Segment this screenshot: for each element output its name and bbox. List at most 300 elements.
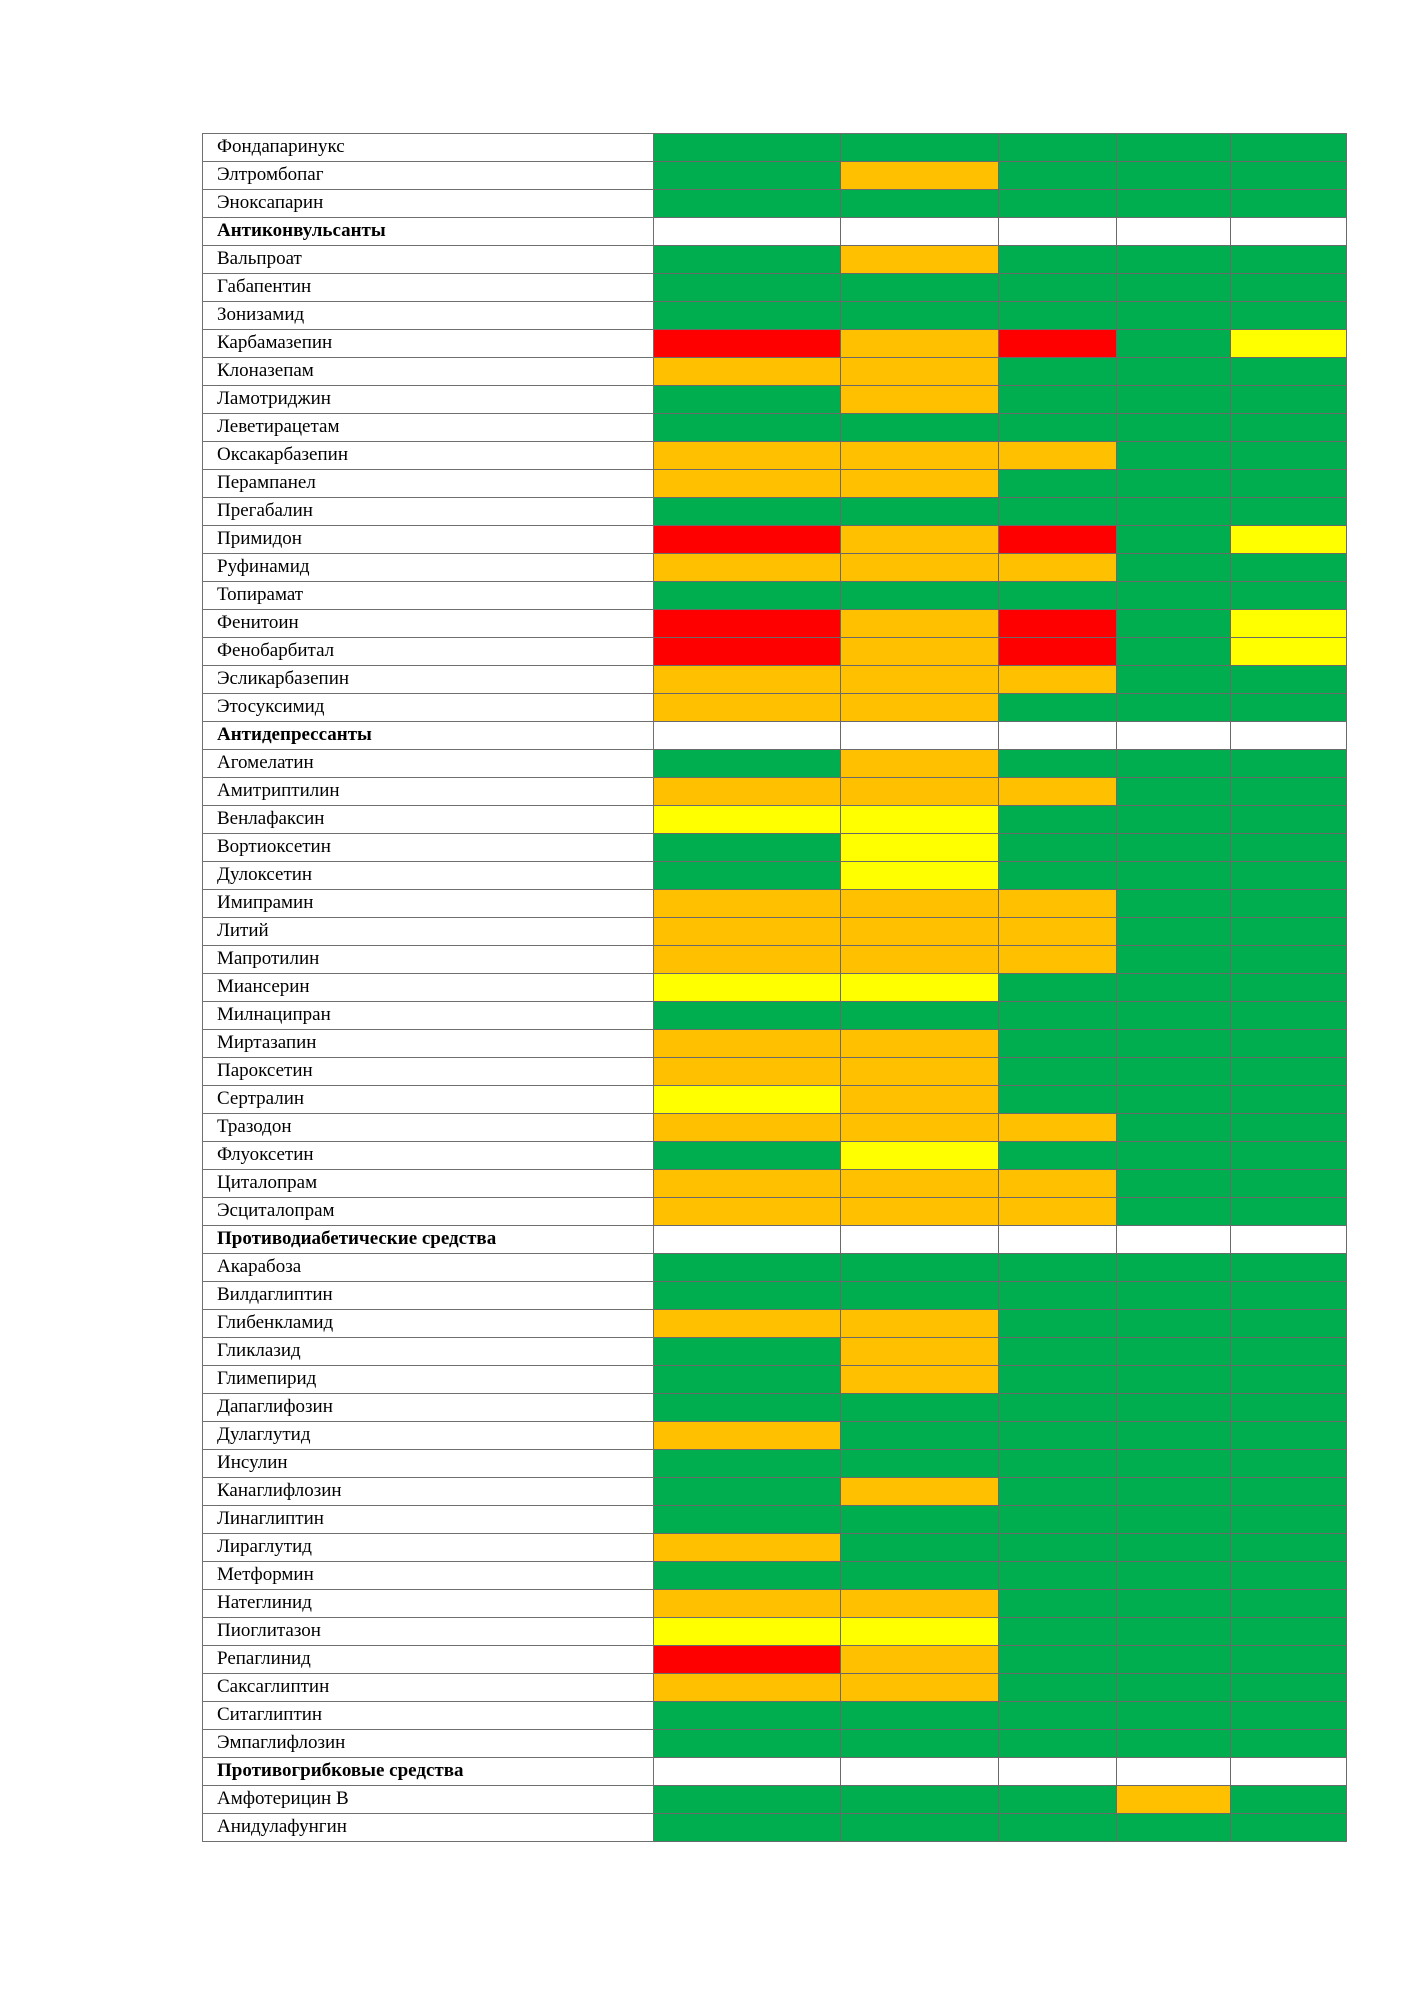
status-cell-green (654, 1702, 841, 1730)
status-cell-yellow (654, 806, 841, 834)
table-row (203, 806, 1347, 834)
status-cell-green (1231, 1422, 1347, 1450)
status-cell-white (1117, 1226, 1231, 1254)
status-cell-green (841, 1394, 999, 1422)
status-cell-orange (841, 526, 999, 554)
drug-name-cell: Пароксетин (203, 1058, 654, 1086)
status-cell-white (841, 218, 999, 246)
status-cell-green (1231, 1086, 1347, 1114)
status-cell-green (1117, 610, 1231, 638)
status-cell-green (841, 1450, 999, 1478)
status-cell-green (999, 582, 1117, 610)
status-cell-green (999, 1254, 1117, 1282)
status-cell-green (1231, 946, 1347, 974)
status-cell-green (1117, 498, 1231, 526)
status-cell-white (1231, 722, 1347, 750)
drug-name-cell: Ламотриджин (203, 386, 654, 414)
table-row (203, 134, 1347, 162)
status-cell-green (1117, 1674, 1231, 1702)
status-cell-orange (654, 1674, 841, 1702)
drug-name-cell: Элтромбопаг (203, 162, 654, 190)
status-cell-green (841, 190, 999, 218)
status-cell-orange (999, 666, 1117, 694)
status-cell-white (654, 1226, 841, 1254)
status-cell-green (1117, 1254, 1231, 1282)
status-cell-green (1117, 162, 1231, 190)
drug-name-cell: Миансерин (203, 974, 654, 1002)
status-cell-green (999, 498, 1117, 526)
drug-name-cell: Примидон (203, 526, 654, 554)
drug-name-cell: Амитриптилин (203, 778, 654, 806)
status-cell-green (1117, 582, 1231, 610)
status-cell-white (999, 1226, 1117, 1254)
status-cell-orange (654, 666, 841, 694)
status-cell-orange (999, 1170, 1117, 1198)
status-cell-orange (841, 246, 999, 274)
status-cell-green (1117, 1730, 1231, 1758)
drug-name-cell: Литий (203, 918, 654, 946)
status-cell-green (654, 1478, 841, 1506)
drug-name-cell: Фондапаринукс (203, 134, 654, 162)
status-cell-green (999, 1674, 1117, 1702)
status-cell-green (841, 1506, 999, 1534)
table-row (203, 610, 1347, 638)
drug-name-cell: Эсликарбазепин (203, 666, 654, 694)
drug-name-cell: Гликлазид (203, 1338, 654, 1366)
drug-name-cell: Миртазапин (203, 1030, 654, 1058)
status-cell-green (999, 1282, 1117, 1310)
status-cell-green (1231, 806, 1347, 834)
table-row (203, 890, 1347, 918)
status-cell-green (1231, 778, 1347, 806)
status-cell-green (1231, 974, 1347, 1002)
drug-name-cell: Ситаглиптин (203, 1702, 654, 1730)
table-row (203, 694, 1347, 722)
status-cell-yellow (1231, 610, 1347, 638)
status-cell-green (654, 834, 841, 862)
status-cell-green (999, 1730, 1117, 1758)
status-cell-orange (654, 554, 841, 582)
status-cell-green (1231, 1142, 1347, 1170)
drug-name-cell: Руфинамид (203, 554, 654, 582)
status-cell-green (654, 1254, 841, 1282)
status-cell-green (999, 1534, 1117, 1562)
status-cell-red (654, 526, 841, 554)
drug-name-cell: Леветирацетам (203, 414, 654, 442)
status-cell-green (1117, 1478, 1231, 1506)
table-row (203, 1786, 1347, 1814)
status-cell-orange (841, 666, 999, 694)
status-cell-green (1231, 1114, 1347, 1142)
status-cell-green (1117, 1814, 1231, 1842)
status-cell-orange (841, 358, 999, 386)
status-cell-green (1231, 1198, 1347, 1226)
status-cell-green (999, 1562, 1117, 1590)
drug-name-cell: Фенитоин (203, 610, 654, 638)
drug-name-cell: Мапротилин (203, 946, 654, 974)
status-cell-green (999, 1478, 1117, 1506)
status-cell-white (999, 218, 1117, 246)
status-cell-white (999, 722, 1117, 750)
drug-name-cell: Вортиоксетин (203, 834, 654, 862)
status-cell-green (654, 862, 841, 890)
status-cell-green (1231, 498, 1347, 526)
status-cell-orange (841, 470, 999, 498)
status-cell-green (999, 274, 1117, 302)
table-row (203, 1450, 1347, 1478)
drug-name-cell: Натеглинид (203, 1590, 654, 1618)
status-cell-orange (654, 1170, 841, 1198)
table-row (203, 554, 1347, 582)
status-cell-orange (841, 946, 999, 974)
status-cell-green (1117, 1394, 1231, 1422)
status-cell-orange (841, 750, 999, 778)
status-cell-green (1231, 1030, 1347, 1058)
drug-name-cell: Инсулин (203, 1450, 654, 1478)
status-cell-green (1117, 554, 1231, 582)
status-cell-green (1117, 1366, 1231, 1394)
status-cell-green (1117, 1058, 1231, 1086)
status-cell-red (654, 638, 841, 666)
table-row (203, 974, 1347, 1002)
table-row (203, 1562, 1347, 1590)
status-cell-orange (999, 554, 1117, 582)
status-cell-green (1231, 694, 1347, 722)
status-cell-white (1231, 218, 1347, 246)
status-cell-green (1231, 1002, 1347, 1030)
status-cell-orange (654, 778, 841, 806)
drug-name-cell: Фенобарбитал (203, 638, 654, 666)
status-cell-green (999, 1002, 1117, 1030)
status-cell-green (1231, 1282, 1347, 1310)
status-cell-white (1117, 722, 1231, 750)
table-row (203, 1618, 1347, 1646)
table-row (203, 1422, 1347, 1450)
status-cell-green (1231, 162, 1347, 190)
status-cell-green (1117, 190, 1231, 218)
status-cell-green (654, 1366, 841, 1394)
status-cell-green (1117, 778, 1231, 806)
status-cell-orange (841, 1086, 999, 1114)
status-cell-green (999, 470, 1117, 498)
status-cell-green (1231, 246, 1347, 274)
status-cell-white (1231, 1758, 1347, 1786)
status-cell-green (1231, 1338, 1347, 1366)
status-cell-green (1117, 1562, 1231, 1590)
table-row (203, 386, 1347, 414)
status-cell-green (1231, 554, 1347, 582)
status-cell-green (654, 162, 841, 190)
table-row (203, 442, 1347, 470)
table-row (203, 1198, 1347, 1226)
drug-name-cell: Карбамазепин (203, 330, 654, 358)
status-cell-green (999, 1646, 1117, 1674)
table-row (203, 330, 1347, 358)
status-cell-green (999, 1030, 1117, 1058)
status-cell-white (841, 722, 999, 750)
status-cell-green (1117, 1310, 1231, 1338)
table-row (203, 1170, 1347, 1198)
status-cell-green (1231, 1058, 1347, 1086)
status-cell-green (1231, 1450, 1347, 1478)
status-cell-green (654, 1506, 841, 1534)
status-cell-orange (841, 1338, 999, 1366)
status-cell-orange (999, 1114, 1117, 1142)
status-cell-green (1117, 1114, 1231, 1142)
status-cell-green (654, 1730, 841, 1758)
status-cell-red (999, 638, 1117, 666)
status-cell-green (1117, 1506, 1231, 1534)
status-cell-orange (841, 890, 999, 918)
table-row (203, 582, 1347, 610)
status-cell-yellow (841, 806, 999, 834)
status-cell-green (1231, 582, 1347, 610)
table-row (203, 1478, 1347, 1506)
status-cell-green (1231, 274, 1347, 302)
table-row (203, 1142, 1347, 1170)
table-row (203, 1282, 1347, 1310)
status-cell-green (841, 582, 999, 610)
table-row (203, 246, 1347, 274)
status-cell-green (841, 1254, 999, 1282)
drug-name-cell: Сертралин (203, 1086, 654, 1114)
drug-name-cell: Метформин (203, 1562, 654, 1590)
status-cell-green (1231, 862, 1347, 890)
status-cell-green (999, 1366, 1117, 1394)
category-header-cell: Антидепрессанты (203, 722, 654, 750)
drug-name-cell: Вальпроат (203, 246, 654, 274)
status-cell-green (1117, 470, 1231, 498)
status-cell-green (999, 162, 1117, 190)
drug-name-cell: Клоназепам (203, 358, 654, 386)
status-cell-green (1231, 890, 1347, 918)
table-row (203, 1506, 1347, 1534)
status-cell-green (1117, 1282, 1231, 1310)
status-cell-green (654, 134, 841, 162)
status-cell-orange (654, 1590, 841, 1618)
status-cell-green (1231, 1702, 1347, 1730)
status-cell-green (1231, 1786, 1347, 1814)
status-cell-white (654, 1758, 841, 1786)
drug-name-cell: Прегабалин (203, 498, 654, 526)
status-cell-green (654, 1282, 841, 1310)
status-cell-green (999, 190, 1117, 218)
status-cell-orange (841, 1170, 999, 1198)
status-cell-green (1231, 1478, 1347, 1506)
status-cell-green (654, 190, 841, 218)
status-cell-green (999, 862, 1117, 890)
status-cell-orange (841, 554, 999, 582)
drug-name-cell: Агомелатин (203, 750, 654, 778)
status-cell-green (841, 1002, 999, 1030)
table-row (203, 1254, 1347, 1282)
status-cell-green (1231, 1814, 1347, 1842)
status-cell-green (841, 498, 999, 526)
status-cell-green (1117, 1422, 1231, 1450)
status-cell-orange (841, 918, 999, 946)
status-cell-green (1117, 1142, 1231, 1170)
status-cell-orange (841, 610, 999, 638)
status-cell-yellow (841, 862, 999, 890)
status-cell-green (654, 1814, 841, 1842)
status-cell-yellow (841, 1618, 999, 1646)
category-header-row (203, 1226, 1347, 1254)
status-cell-yellow (654, 1086, 841, 1114)
status-cell-yellow (841, 974, 999, 1002)
status-cell-green (1231, 1394, 1347, 1422)
status-cell-green (1231, 1646, 1347, 1674)
status-cell-yellow (1231, 638, 1347, 666)
status-cell-green (841, 414, 999, 442)
status-cell-green (1231, 1310, 1347, 1338)
drug-name-cell: Циталопрам (203, 1170, 654, 1198)
status-cell-white (999, 1758, 1117, 1786)
table-row (203, 1030, 1347, 1058)
table-row (203, 638, 1347, 666)
status-cell-green (999, 1310, 1117, 1338)
table-row (203, 190, 1347, 218)
table-row (203, 862, 1347, 890)
status-cell-green (654, 1002, 841, 1030)
drug-name-cell: Перампанел (203, 470, 654, 498)
status-cell-green (1117, 1338, 1231, 1366)
status-cell-green (1117, 1702, 1231, 1730)
status-cell-green (654, 414, 841, 442)
status-cell-green (1231, 750, 1347, 778)
table-row (203, 918, 1347, 946)
status-cell-green (1231, 1590, 1347, 1618)
status-cell-orange (654, 890, 841, 918)
status-cell-green (1117, 862, 1231, 890)
status-cell-orange (841, 1058, 999, 1086)
status-cell-orange (1117, 1786, 1231, 1814)
drug-name-cell: Анидулафунгин (203, 1814, 654, 1842)
table-row (203, 526, 1347, 554)
drug-name-cell: Дулаглутид (203, 1422, 654, 1450)
status-cell-orange (654, 1030, 841, 1058)
status-cell-green (1231, 358, 1347, 386)
status-cell-orange (999, 890, 1117, 918)
status-cell-green (1117, 1646, 1231, 1674)
status-cell-green (999, 806, 1117, 834)
drug-name-cell: Вилдаглиптин (203, 1282, 654, 1310)
table-row (203, 750, 1347, 778)
medication-safety-table (202, 133, 1347, 1842)
status-cell-yellow (1231, 526, 1347, 554)
status-cell-orange (841, 1030, 999, 1058)
status-cell-green (999, 834, 1117, 862)
status-cell-white (1117, 218, 1231, 246)
table-row (203, 1086, 1347, 1114)
status-cell-yellow (1231, 330, 1347, 358)
status-cell-green (1117, 302, 1231, 330)
status-cell-green (999, 750, 1117, 778)
status-cell-green (841, 302, 999, 330)
status-cell-green (1117, 386, 1231, 414)
status-cell-green (1117, 946, 1231, 974)
status-cell-green (999, 1618, 1117, 1646)
status-cell-orange (841, 1310, 999, 1338)
status-cell-green (999, 1506, 1117, 1534)
status-cell-orange (999, 918, 1117, 946)
status-cell-green (1117, 414, 1231, 442)
status-cell-green (1117, 638, 1231, 666)
status-cell-green (654, 1562, 841, 1590)
status-cell-green (841, 134, 999, 162)
drug-name-cell: Саксаглиптин (203, 1674, 654, 1702)
status-cell-green (999, 386, 1117, 414)
table-row (203, 274, 1347, 302)
status-cell-green (1117, 1534, 1231, 1562)
status-cell-green (999, 246, 1117, 274)
status-cell-white (841, 1226, 999, 1254)
drug-name-cell: Оксакарбазепин (203, 442, 654, 470)
status-cell-orange (654, 442, 841, 470)
status-cell-green (999, 302, 1117, 330)
table-row (203, 498, 1347, 526)
status-cell-green (1231, 134, 1347, 162)
status-cell-white (654, 722, 841, 750)
status-cell-green (654, 582, 841, 610)
status-cell-green (1231, 1730, 1347, 1758)
status-cell-green (654, 302, 841, 330)
status-cell-yellow (841, 1142, 999, 1170)
status-cell-orange (654, 946, 841, 974)
status-cell-red (654, 330, 841, 358)
status-cell-green (1117, 806, 1231, 834)
status-cell-green (654, 1450, 841, 1478)
status-cell-green (1117, 1590, 1231, 1618)
status-cell-orange (654, 918, 841, 946)
status-cell-orange (654, 1422, 841, 1450)
status-cell-green (1117, 246, 1231, 274)
status-cell-green (1117, 134, 1231, 162)
status-cell-white (654, 218, 841, 246)
drug-name-cell: Тразодон (203, 1114, 654, 1142)
status-cell-orange (654, 358, 841, 386)
table-row (203, 778, 1347, 806)
status-cell-orange (654, 1198, 841, 1226)
status-cell-green (999, 1058, 1117, 1086)
status-cell-orange (999, 946, 1117, 974)
status-cell-orange (999, 1198, 1117, 1226)
status-cell-green (1117, 442, 1231, 470)
table-row (203, 1338, 1347, 1366)
status-cell-green (1117, 1170, 1231, 1198)
status-cell-green (1117, 694, 1231, 722)
table-row (203, 1310, 1347, 1338)
table-row (203, 162, 1347, 190)
status-cell-green (654, 1786, 841, 1814)
status-cell-green (1117, 834, 1231, 862)
status-cell-red (999, 526, 1117, 554)
category-header-row (203, 218, 1347, 246)
table-row (203, 1058, 1347, 1086)
table-row (203, 1394, 1347, 1422)
status-cell-green (654, 750, 841, 778)
status-cell-green (1231, 1506, 1347, 1534)
status-cell-green (1117, 750, 1231, 778)
status-cell-green (999, 1590, 1117, 1618)
status-cell-green (1117, 1618, 1231, 1646)
drug-name-cell: Линаглиптин (203, 1506, 654, 1534)
status-cell-orange (841, 1366, 999, 1394)
table-row (203, 358, 1347, 386)
status-cell-red (654, 1646, 841, 1674)
drug-name-cell: Флуоксетин (203, 1142, 654, 1170)
status-cell-green (1117, 1450, 1231, 1478)
status-cell-green (999, 1142, 1117, 1170)
